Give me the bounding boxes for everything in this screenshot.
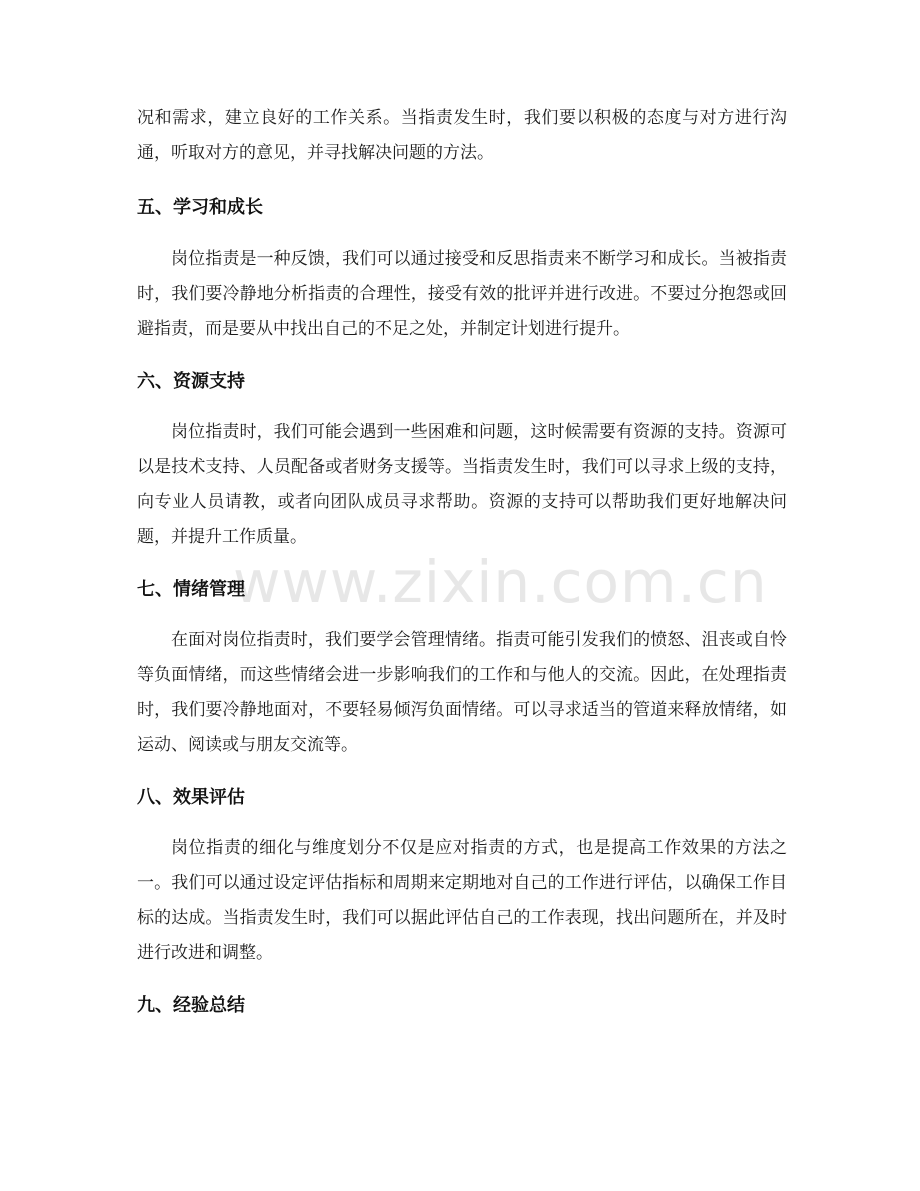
section-5-paragraph: 岗位指责是一种反馈，我们可以通过接受和反思指责来不断学习和成长。当被指责时，我们要冷静地分析指责的合理性，接受有效的批评并进行改进。不要过分抱怨或回避指责，而是要从中找出自己的不足之处，并制定计划进行提升。 [137,249,787,339]
section-heading-8: 八、效果评估 [137,787,245,808]
section-8-paragraph: 岗位指责的细化与维度划分不仅是应对指责的方式，也是提高工作效果的方法之一。我们可以通过设定评估指标和周期来定期地对自己的工作进行评估，以确保工作目标的达成。当指责发生时，我们可以据此评估自己的工作表现，找出问题所在，并及时进行改进和调整。 [137,838,787,963]
section-heading-7: 七、情绪管理 [137,579,245,600]
section-heading-9: 九、经验总结 [137,995,245,1016]
continuation-paragraph: 况和需求，建立良好的工作关系。当指责发生时，我们要以积极的态度与对方进行沟通，听取对方的意见，并寻找解决问题的方法。 [137,108,787,163]
section-6-paragraph: 岗位指责时，我们可能会遇到一些困难和问题，这时候需要有资源的支持。资源可以是技术支持、人员配备或者财务支援等。当指责发生时，我们可以寻求上级的支持，向专业人员请教，或者向团队成员寻求帮助。资源的支持可以帮助我们更好地解决问题，并提升工作质量。 [137,422,787,547]
section-7-paragraph: 在面对岗位指责时，我们要学会管理情绪。指责可能引发我们的愤怒、沮丧或自怜等负面情绪，而这些情绪会进一步影响我们的工作和与他人的交流。因此，在处理指责时，我们要冷静地面对，不要轻易倾泻负面情绪。可以寻求适当的管道来释放情绪，如运动、阅读或与朋友交流等。 [137,630,787,755]
section-heading-5: 五、学习和成长 [137,197,263,218]
watermark: www.zixin.com.cn [233,548,768,616]
section-heading-6: 六、资源支持 [137,371,245,392]
